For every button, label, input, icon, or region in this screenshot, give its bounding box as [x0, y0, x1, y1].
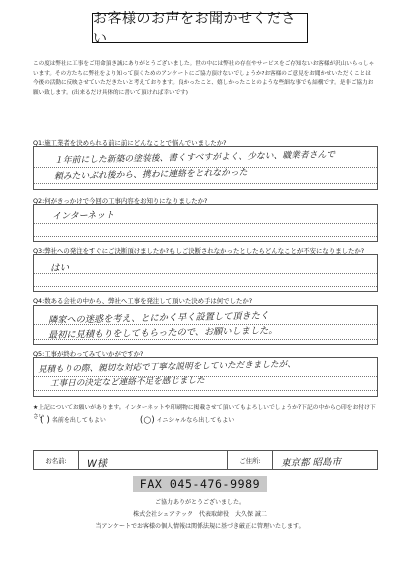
- answer-4-line-2: 最初に見積もりをしてもらったので、お願いしました。: [47, 325, 278, 341]
- publish-options: [40, 415, 234, 426]
- option-name-ok-label: 名前を出してもよい: [51, 417, 106, 424]
- name-value: W様: [86, 458, 108, 470]
- fax-number: FAX 045-476-9989: [133, 476, 267, 492]
- name-label: お名前:: [34, 451, 79, 469]
- question-2: Q2:何がきっかけで今回の工事内容をお知りになりましたか?: [33, 197, 208, 205]
- customer-info-table: [33, 450, 378, 470]
- answer-5-line-1: 見積もりの際、親切な対応で丁寧な説明をしていただきましたが、: [37, 359, 296, 375]
- survey-title: お客様のお声をお聞かせください: [92, 13, 308, 43]
- answer-2-line-1: インターネット: [51, 210, 115, 222]
- answer-box-1: [33, 146, 378, 190]
- option-name-ok[interactable]: [40, 415, 106, 426]
- address-field[interactable]: [273, 451, 377, 469]
- option-initials-ok[interactable]: [140, 415, 234, 426]
- privacy-notice: 当アンケートでお客様の個人情報は関係法規に基づき厳正に管理いたします。: [95, 523, 305, 530]
- option-initials-ok-label: イニシャルなら出してもよい: [156, 417, 235, 424]
- answer-box-5: [33, 357, 378, 397]
- question-4: Q4:数ある会社の中から、弊社へ工事を発注して頂いた決め手は何でしたか?: [33, 297, 253, 305]
- company-signature: 株式会社シェアテック 代表取締役 大久保 誠二: [133, 511, 267, 518]
- publish-permission-note: ★上記についてお願いがあります。インターネットや印刷物に掲載させて頂いてもよろしいでしょうか?下記の中から○印をお付け下さい: [33, 405, 376, 420]
- intro-text: この度は弊社に工事をご用命頂き誠にありがとうございました。世の中には弊社の存在やサービスをご存知ないお客様が沢山いらっしゃいます。その方たちに弊社をより知って頂くためのアンケートにご協力頂けないでしょうか?お客様のご意見をお聞かせいただくことは今後の活動に反映させていただきたいと考えております。良かったこと、嬉しかったことのような些細な事でも結構です。是非ご協力お願い致します。(出来るだけ具体的に書いて頂ければ幸いです): [33, 61, 375, 96]
- question-5: Q5:工事が終わってみていかがですか?: [33, 350, 144, 358]
- answer-3-line-1: はい: [49, 262, 70, 274]
- thanks-text: ご協力ありがとうございました。: [154, 499, 245, 506]
- answer-4-line-1: 隣家への迷惑を考え、とにかく早く設置して頂きたく: [47, 310, 270, 326]
- name-field[interactable]: [79, 451, 228, 469]
- answer-box-3: [33, 254, 378, 292]
- address-value: 東京都 昭島市: [280, 456, 342, 469]
- option-initials-ok-mark: (○): [139, 415, 155, 426]
- answer-box-2: [33, 204, 378, 242]
- question-3: Q3:弊社への発注をすぐにご決断頂けましたか?もしご決断されなかったとしたらどんなことが不安になりましたか?: [33, 247, 365, 255]
- address-label: ご住所:: [228, 451, 273, 469]
- answer-1-line-2: 頼みたいぶれ後から、携わに連絡をとれなかった: [53, 167, 248, 182]
- question-1: Q1:施工業者を決められる前に前にどんなことで悩んでいましたか?: [33, 139, 227, 147]
- answer-box-4: [33, 305, 378, 345]
- answer-1-line-1: １年前にした新築の塗装後、書くすべすがよく、少ない、職業者さんで: [53, 150, 336, 166]
- option-name-ok-mark: ( ): [40, 415, 50, 426]
- answer-5-line-2: 工事日の決定など連絡不足を感じました: [49, 375, 205, 389]
